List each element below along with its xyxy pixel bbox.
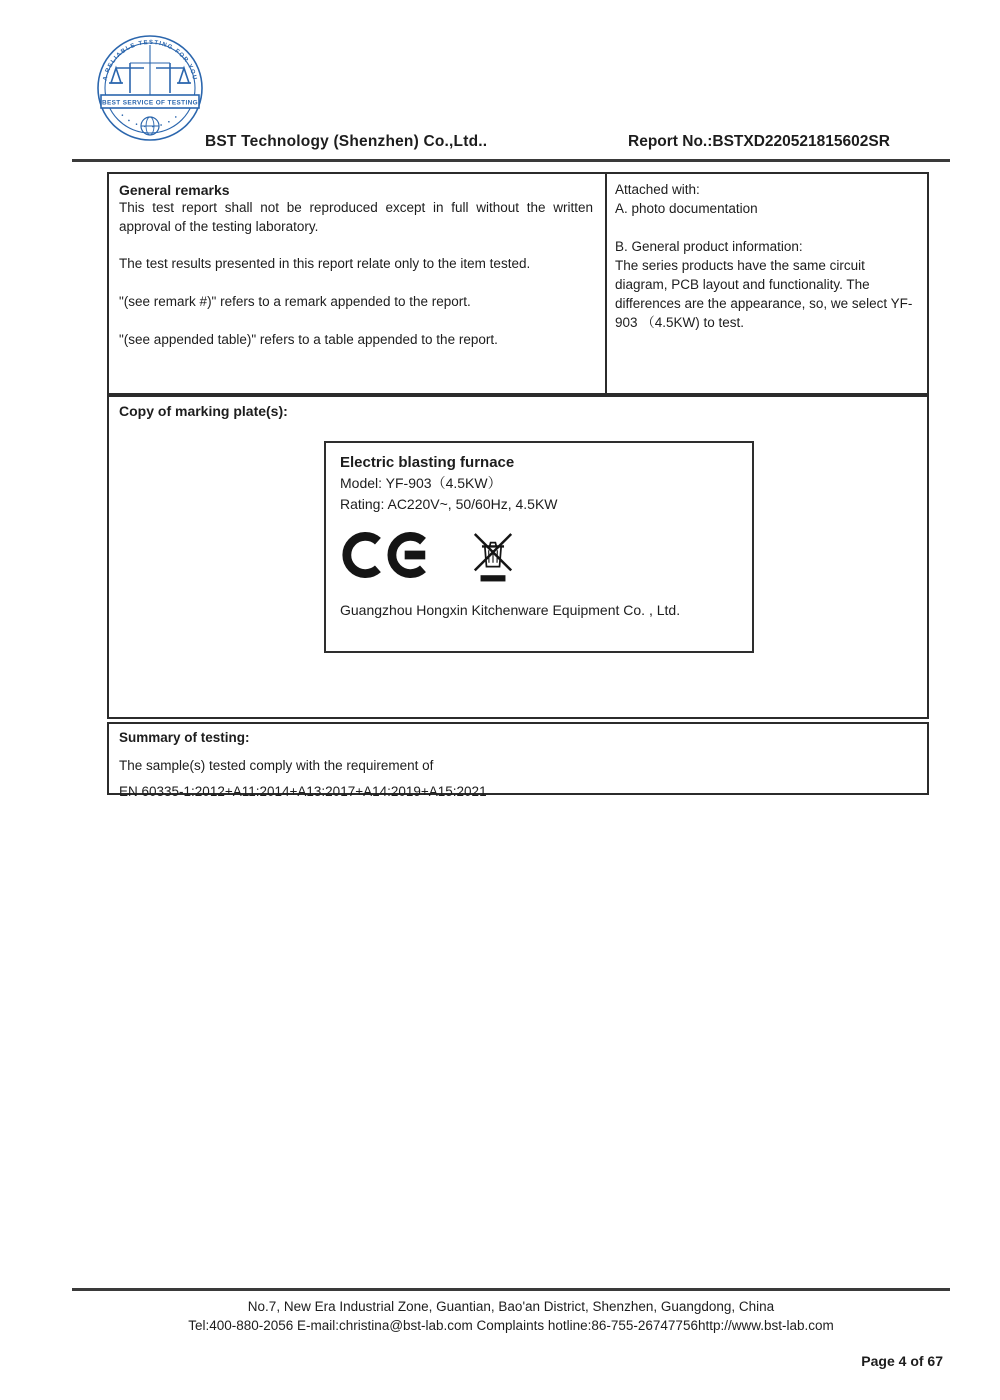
general-remarks-box [107, 172, 929, 395]
marking-plate-section [107, 395, 929, 719]
remark-paragraph: The test results presented in this report relate only to the item tested. [119, 256, 531, 271]
certification-symbols [340, 527, 738, 589]
attached-item-b-text: The series products have the same circuit diagram, PCB layout and functionality. The differences are the appearance, so, we select YF-903 （4.5KW) to test. [615, 258, 913, 330]
attached-with-title: Attached with: [615, 182, 700, 197]
remark-paragraph: This test report shall not be reproduced except in full without the written approval of the testing laboratory. [119, 200, 593, 234]
summary-standard: EN 60335-1:2012+A11:2014+A13:2017+A14:2019+A15:2021 [119, 784, 487, 799]
model-line: Model: YF-903（4.5KW） [340, 475, 502, 491]
company-name: BST Technology (Shenzhen) Co.,Ltd.. [205, 133, 488, 150]
footer-contact: Tel:400-880-2056 E-mail:christina@bst-lab.com Complaints hotline:86-755-26747756http://www.bst-lab.com [188, 1318, 834, 1333]
attached-item-a: A. photo documentation [615, 201, 758, 216]
weee-crossed-bin-icon [470, 527, 516, 587]
marking-plate [324, 441, 754, 653]
footer-divider [72, 1288, 950, 1291]
header-divider [72, 159, 950, 162]
report-number: Report No.:BSTXD220521815602SR [628, 133, 890, 150]
rating-line: Rating: AC220V~, 50/60Hz, 4.5KW [340, 495, 558, 512]
summary-of-testing-box [107, 722, 929, 799]
remark-paragraph: "(see appended table)" refers to a table appended to the report. [119, 332, 498, 347]
footer-address: No.7, New Era Industrial Zone, Guantian, Bao'an District, Shenzhen, Guangdong, China [247, 1299, 775, 1314]
manufacturer-name: Guangzhou Hongxin Kitchenware Equipment Co. , Ltd. [340, 602, 681, 618]
company-logo [85, 33, 215, 145]
svg-text:BEST SERVICE OF TESTING: BEST SERVICE OF TESTING [101, 99, 199, 107]
svg-text:A RELIABLE TESTING FOR YOU: A RELIABLE TESTING FOR YOU [102, 39, 198, 82]
seal-logo-graphic [85, 33, 215, 145]
general-remarks-cell [109, 174, 607, 393]
attached-with-cell [607, 174, 927, 393]
product-name: Electric blasting furnace [340, 454, 515, 471]
attached-item-b-title: B. General product information: [615, 239, 803, 254]
summary-title: Summary of testing: [119, 730, 250, 745]
page-number: Page 4 of 67 [861, 1353, 943, 1369]
svg-text:• • • • • • • •: • • • • • • • • [118, 113, 182, 131]
summary-statement: The sample(s) tested comply with the requirement of [119, 758, 434, 773]
ce-mark-icon [340, 527, 438, 583]
general-remarks-title: General remarks [119, 182, 230, 198]
remark-paragraph: "(see remark #)" refers to a remark appended to the report. [119, 294, 471, 309]
marking-plate-section-title: Copy of marking plate(s): [119, 403, 288, 419]
